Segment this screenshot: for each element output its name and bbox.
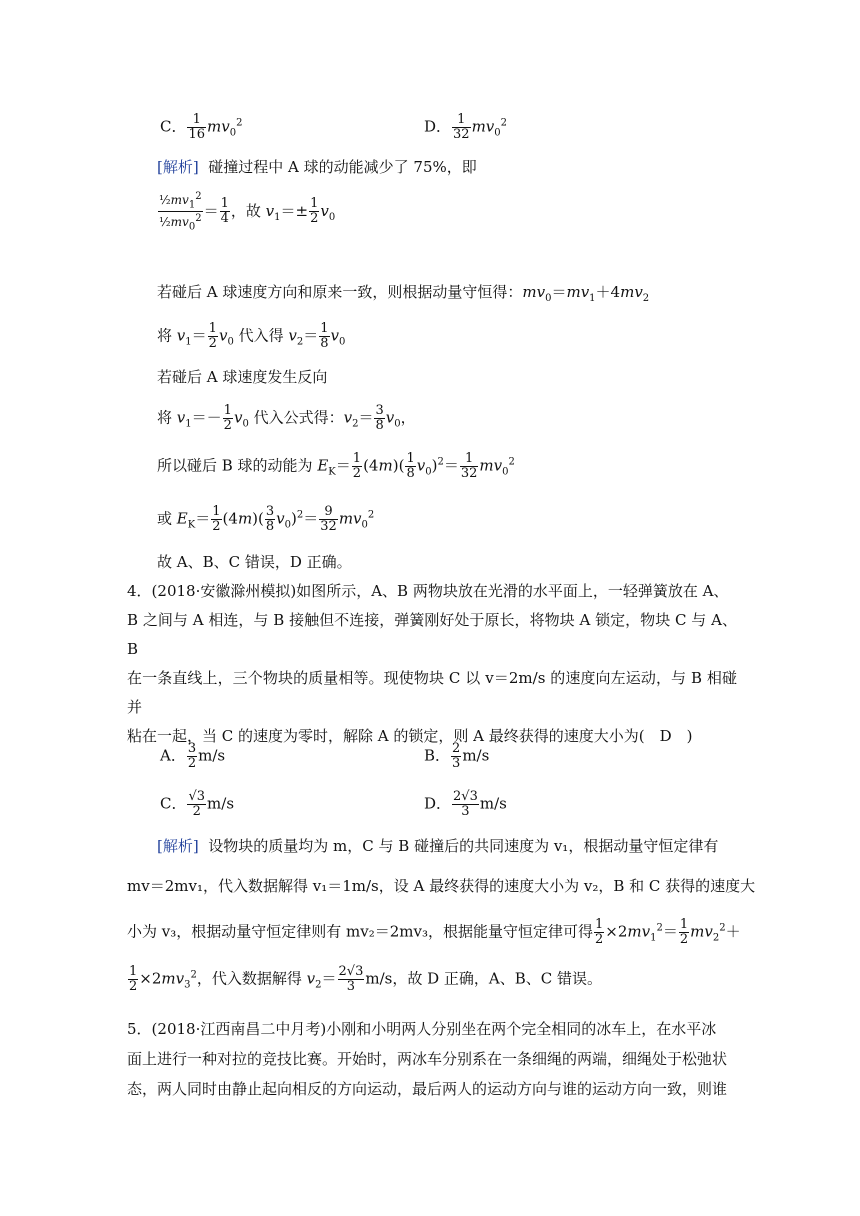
q4-option-a: A． $\frac{3}{2}$ m/s [160, 741, 226, 771]
analysis-tag: [解析] [157, 837, 199, 855]
q4-analysis-line3: 小为 v₃，根据动量守恒定律则有 mv₂＝2mv₃，根据能量守恒定律可得 $\frac{1}{2}$ $\times 2mv_1^2=$ $\frac{1}{2}$ $mv_2^2+$ [127, 917, 741, 947]
q3-case2: 若碰后 A 球速度发生反向 [157, 368, 328, 386]
q4-analysis-line4: $\frac{1}{2}$ $\times 2mv_3^2$，代入数据解得 $v_2=$ $\frac{2√3}{3}$ m/s，故 D 正确，A、B、C 错误。 [129, 964, 603, 994]
analysis-tag: [解析] [157, 158, 199, 176]
q3-conclusion: 故 A、B、C 错误，D 正确。 [157, 553, 352, 571]
q4-option-b: B． $\frac{2}{3}$ m/s [424, 741, 490, 771]
q4-analysis-line1: [解析] 设物块的质量均为 m，C 与 B 碰撞后的共同速度为 v₁，根据动量守恒定律有 [157, 837, 719, 855]
q4-stem: 4．(2018·安徽滁州模拟)如图所示，A、B 两物块放在光滑的水平面上，一轻弹簧放在 A、 B 之间与 A 相连，与 B 接触但不连接，弹簧刚好处于原长，将物块 A 锁定，物块 C 与 A、B 在一条直线上，三个物块的质量相等。现使物块 C 以 v＝2m/s 的速度向左运动，与 B 相碰并 粘在一起，当 C 的速度为零时，解除 A 的锁定，则 A 最终获得的速度大小为( D ) [127, 582, 737, 745]
q3-substitution2: 将 $v_1=-$ $\frac{1}{2}$ $v_0$ 代入公式得：$v_2=$ $\frac{3}{8}$ $v_0$， [157, 403, 416, 433]
q5-stem: 5．(2018·江西南昌二中月考)小刚和小明两人分别坐在两个完全相同的冰车上，在水平冰 面上进行一种对拉的竞技比赛。开始时，两冰车分别系在一条细绳的两端，细绳处于松弛状 态，两人同时由静止起向相反的方向运动，最后两人的运动方向与谁的运动方向一致，则谁 [127, 1020, 728, 1098]
q3-option-c: C． $\frac{1}{16}$ $mv_0^2$ [160, 112, 243, 142]
q4-option-d: D． $\frac{2√3}{3}$ m/s [424, 789, 507, 819]
q3-case1: 若碰后 A 球速度方向和原来一致，则根据动量守恒得：$mv_0=mv_1+4mv_2$ [157, 283, 650, 304]
q3-energy-ratio: $\frac{\frac{1}{2}mv_1^2}{\frac{1}{2}mv_0^2}$ ＝ $\frac{1}{4}$ ，故 $v_1=\pm$ $\frac{1}{2}$ $v_0$ [159, 191, 336, 233]
q3-kinetic-energy-alt: 或 $E_K=$ $\frac{1}{2}$ (4m)( $\frac{3}{8}$ $v_0)^2=$ $\frac{9}{32}$ $mv_0^2$ [157, 504, 375, 534]
q3-option-d: D． $\frac{1}{32}$ $mv_0^2$ [424, 112, 508, 142]
q4-option-c: C． $\frac{√3}{2}$ m/s [160, 789, 235, 819]
q3-substitution1: 将 $v_1=$ $\frac{1}{2}$ $v_0$ 代入得 $v_2=$ $\frac{1}{8}$ $v_0$ [157, 321, 346, 351]
q3-analysis-intro: [解析] 碰撞过程中 A 球的动能减少了 75%，即 [157, 158, 477, 176]
q4-analysis-line2: mv＝2mv₁，代入数据解得 v₁＝1m/s，设 A 最终获得的速度大小为 v₂，B 和 C 获得的速度大 [127, 877, 756, 895]
q3-kinetic-energy: 所以碰后 B 球的动能为 $E_K=$ $\frac{1}{2}$ (4m)( $\frac{1}{8}$ $v_0)^2=$ $\frac{1}{32}$ $mv_0^2$ [157, 451, 515, 481]
